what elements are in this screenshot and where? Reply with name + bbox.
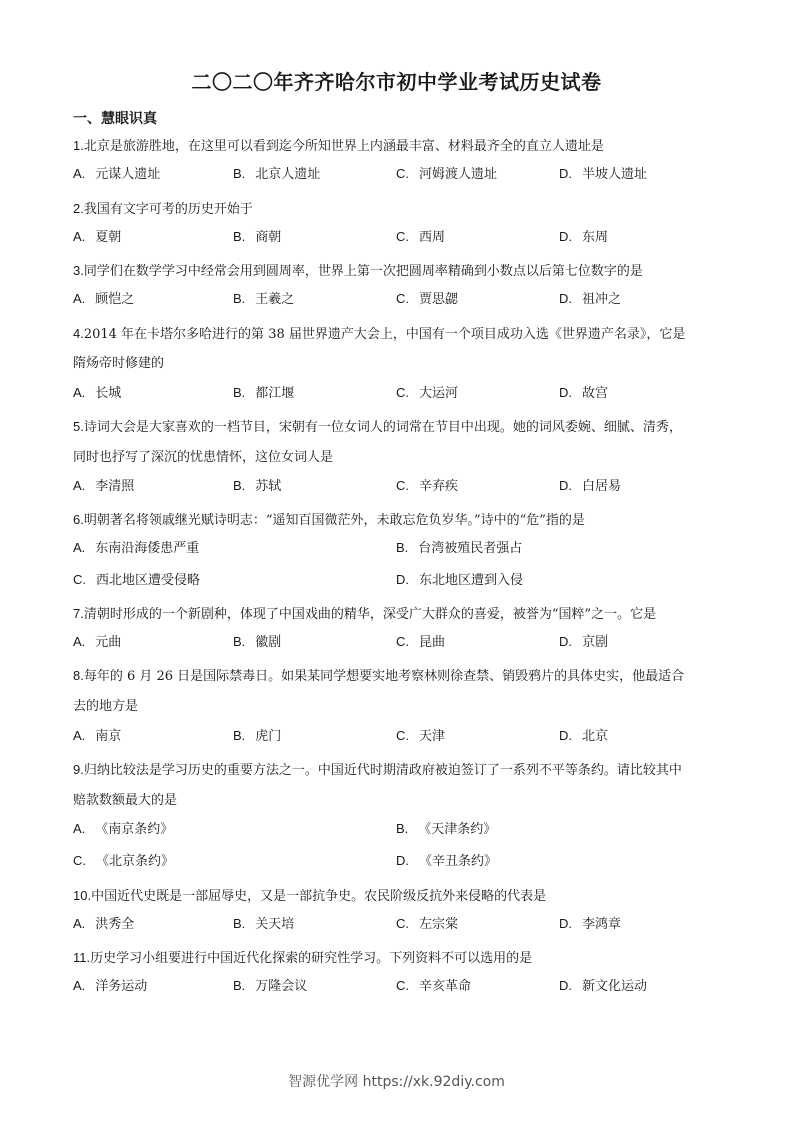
option-letter: D.	[559, 291, 572, 306]
answer-option	[73, 975, 147, 994]
answer-option	[73, 163, 160, 182]
answer-option	[559, 288, 621, 307]
option-text: 元曲	[95, 635, 122, 650]
option-text: 《北京条约》	[96, 854, 175, 869]
option-letter: D.	[396, 853, 409, 868]
question-number: 8.	[73, 668, 84, 683]
option-letter: C.	[396, 916, 409, 931]
option-text: 北京人遗址	[255, 167, 321, 182]
answer-option	[73, 913, 134, 932]
option-letter: C.	[396, 291, 409, 306]
answer-option	[396, 288, 458, 307]
option-text: 李鸿章	[582, 917, 622, 932]
answer-option	[396, 382, 458, 401]
option-letter: A.	[73, 385, 86, 400]
question-line: 去的地方是	[73, 699, 139, 714]
question-line: 北京是旅游胜地，在这里可以看到迄今所知世界上内涵最丰富、材料最齐全的直立人遗址是	[83, 139, 604, 154]
option-letter: B.	[233, 916, 246, 931]
answer-option	[396, 569, 523, 588]
option-letter: B.	[233, 478, 246, 493]
option-letter: B.	[233, 634, 246, 649]
question-line: 隋炀帝时修建的	[73, 356, 165, 371]
option-text: 白居易	[582, 479, 622, 494]
question-line: 中国近代史既是一部屈辱史，又是一部抗争史。农民阶级反抗外来侵略的代表是	[91, 889, 547, 904]
answer-option	[396, 226, 445, 245]
option-row	[73, 913, 723, 937]
answer-option	[233, 288, 294, 307]
option-letter: C.	[396, 478, 409, 493]
option-letter: A.	[73, 821, 86, 836]
option-letter: B.	[233, 291, 246, 306]
footer-watermark: 智源优学网 https://xk.92diy.com	[288, 1074, 505, 1090]
question-line: 每年的 6 月 26 日是国际禁毒日。如果某同学想要实地考察林则徐查禁、销毁鸦片的具体史实，他最适合	[83, 669, 685, 684]
answer-option	[396, 163, 497, 182]
question-line: 赔款数额最大的是	[73, 793, 178, 808]
answer-option	[233, 913, 294, 932]
answer-option	[73, 725, 121, 744]
question-number: 1.	[73, 138, 84, 153]
answer-option	[73, 537, 199, 556]
option-text: 长城	[95, 386, 122, 401]
answer-option	[396, 725, 445, 744]
question-text	[73, 348, 723, 379]
option-text: 昆曲	[419, 635, 446, 650]
option-letter: D.	[559, 634, 572, 649]
question-number: 4.	[73, 326, 84, 341]
option-text: 京剧	[582, 635, 609, 650]
question-text	[73, 318, 723, 350]
question-text	[73, 880, 723, 912]
option-letter: C.	[396, 166, 409, 181]
option-letter: A.	[73, 634, 86, 649]
option-letter: D.	[396, 572, 409, 587]
option-letter: D.	[559, 229, 572, 244]
option-row	[73, 226, 723, 250]
option-text: 半坡人遗址	[582, 167, 648, 182]
question-line: 我国有文字可考的历史开始于	[83, 202, 253, 217]
option-row	[73, 288, 723, 312]
option-letter: D.	[559, 916, 572, 931]
option-text: 商朝	[255, 230, 282, 245]
option-letter: D.	[559, 728, 572, 743]
question-text	[73, 255, 723, 287]
option-text: 都江堰	[255, 386, 295, 401]
option-text: 祖冲之	[582, 292, 622, 307]
question-text	[73, 691, 723, 722]
option-letter: D.	[559, 978, 572, 993]
option-text: 北京	[582, 729, 609, 744]
option-letter: A.	[73, 540, 86, 555]
answer-option	[233, 382, 294, 401]
option-text: 李清照	[95, 479, 135, 494]
option-letter: C.	[396, 978, 409, 993]
option-text: 洋务运动	[95, 979, 148, 994]
answer-option	[233, 475, 281, 494]
answer-option	[559, 226, 608, 245]
answer-option	[73, 818, 173, 837]
option-letter: C.	[396, 385, 409, 400]
answer-option	[73, 288, 134, 307]
option-letter: A.	[73, 728, 86, 743]
answer-option	[396, 631, 445, 650]
option-text: 万隆会议	[255, 979, 308, 994]
option-row	[73, 382, 723, 406]
question-line: 历史学习小组要进行中国近代化探索的研究性学习。下列资料不可以选用的是	[90, 951, 533, 966]
answer-option	[396, 537, 522, 556]
answer-option	[233, 631, 281, 650]
option-letter: A.	[73, 478, 86, 493]
answer-option	[559, 475, 621, 494]
option-letter: A.	[73, 978, 86, 993]
option-row	[73, 631, 723, 655]
question-text	[73, 504, 723, 536]
option-row	[73, 569, 723, 593]
answer-option	[559, 975, 647, 994]
question-number: 10.	[73, 888, 92, 903]
option-text: 《南京条约》	[95, 822, 174, 837]
option-text: 河姆渡人遗址	[419, 167, 498, 182]
question-text	[73, 442, 723, 473]
option-letter: A.	[73, 166, 86, 181]
answer-option	[73, 569, 200, 588]
question-text	[73, 942, 723, 974]
option-text: 夏朝	[95, 230, 122, 245]
option-text: 东南沿海倭患严重	[95, 541, 200, 556]
option-letter: B.	[233, 728, 246, 743]
question-text	[73, 130, 723, 162]
question-line: 诗词大会是大家喜欢的一档节目，宋朝有一位女词人的词常在节目中出现。她的词风委婉、细腻、清秀，	[83, 420, 682, 435]
answer-option	[233, 725, 281, 744]
option-row	[73, 537, 723, 561]
option-text: 关天培	[255, 917, 295, 932]
option-row	[73, 163, 723, 187]
option-row	[73, 475, 723, 499]
question-text	[73, 754, 723, 786]
option-letter: C.	[396, 728, 409, 743]
option-row	[73, 975, 723, 999]
option-text: 辛亥革命	[419, 979, 472, 994]
option-text: 顾恺之	[95, 292, 135, 307]
option-letter: C.	[396, 229, 409, 244]
option-text: 左宗棠	[419, 917, 459, 932]
page-title: 二〇二〇年齐齐哈尔市初中学业考试历史试卷	[191, 70, 602, 94]
answer-option	[559, 913, 621, 932]
section-heading: 一、慧眼识真	[73, 111, 157, 127]
question-text	[73, 411, 723, 443]
option-text: 东北地区遭到入侵	[419, 573, 524, 588]
option-letter: B.	[233, 166, 246, 181]
answer-option	[73, 226, 121, 245]
answer-option	[73, 382, 121, 401]
option-text: 台湾被殖民者强占	[418, 541, 523, 556]
option-text: 辛弃疾	[419, 479, 459, 494]
option-letter: B.	[233, 385, 246, 400]
option-text: 元谋人遗址	[95, 167, 161, 182]
answer-option	[396, 913, 458, 932]
option-letter: A.	[73, 916, 86, 931]
question-line: 归纳比较法是学习历史的重要方法之一。中国近代时期清政府被迫签订了一系列不平等条约。请比较其中	[83, 763, 682, 778]
question-number: 6.	[73, 512, 84, 527]
option-text: 天津	[419, 729, 446, 744]
option-letter: C.	[73, 572, 86, 587]
option-letter: D.	[559, 166, 572, 181]
option-text: 大运河	[419, 386, 459, 401]
question-line: 清朝时形成的一个新剧种，体现了中国戏曲的精华，深受广大群众的喜爱，被誉为“国粹”之一。它是	[83, 607, 657, 622]
option-text: 《天津条约》	[418, 822, 497, 837]
question-text	[73, 660, 723, 692]
option-text: 西北地区遭受侵略	[96, 573, 201, 588]
answer-option	[559, 382, 608, 401]
option-letter: A.	[73, 229, 86, 244]
option-letter: C.	[396, 634, 409, 649]
question-line: 同学们在数学学习中经常会用到圆周率，世界上第一次把圆周率精确到小数点以后第七位数字的是	[83, 264, 643, 279]
question-number: 9.	[73, 762, 84, 777]
question-text	[73, 785, 723, 816]
answer-option	[233, 226, 281, 245]
question-number: 5.	[73, 419, 84, 434]
option-letter: A.	[73, 291, 86, 306]
option-text: 南京	[95, 729, 122, 744]
answer-option	[396, 975, 471, 994]
option-text: 虎门	[255, 729, 282, 744]
answer-option	[73, 850, 174, 869]
option-letter: B.	[396, 540, 409, 555]
answer-option	[559, 631, 608, 650]
question-number: 11.	[73, 950, 91, 965]
answer-option	[559, 725, 608, 744]
option-text: 徽剧	[255, 635, 282, 650]
question-line: 2014 年在卡塔尔多哈进行的第 38 届世界遗产大会上，中国有一个项目成功入选《世界遗产名录》，它是	[83, 327, 686, 342]
answer-option	[396, 850, 497, 869]
question-line: 同时也抒写了深沉的忧患情怀，这位女词人是	[73, 450, 334, 465]
option-letter: D.	[559, 478, 572, 493]
option-letter: B.	[396, 821, 409, 836]
question-line: 明朝著名将领戚继光赋诗明志：“遥知百国微茫外，未敢忘危负岁华。”诗中的“危”指的是	[83, 513, 585, 528]
option-text: 贾思勰	[419, 292, 459, 307]
answer-option	[396, 818, 496, 837]
answer-option	[73, 475, 134, 494]
question-number: 3.	[73, 263, 84, 278]
answer-option	[233, 975, 307, 994]
option-row	[73, 850, 723, 874]
option-text: 西周	[419, 230, 446, 245]
question-number: 2.	[73, 201, 84, 216]
question-text	[73, 598, 723, 630]
option-letter: C.	[73, 853, 86, 868]
answer-option	[233, 163, 320, 182]
option-row	[73, 818, 723, 842]
option-text: 洪秀全	[95, 917, 135, 932]
option-text: 新文化运动	[582, 979, 648, 994]
answer-option	[396, 475, 458, 494]
question-text	[73, 193, 723, 225]
option-text: 苏轼	[255, 479, 282, 494]
option-letter: B.	[233, 229, 246, 244]
option-row	[73, 725, 723, 749]
option-letter: B.	[233, 978, 246, 993]
option-text: 故宫	[582, 386, 609, 401]
answer-option	[73, 631, 121, 650]
question-number: 7.	[73, 606, 84, 621]
option-letter: D.	[559, 385, 572, 400]
option-text: 王羲之	[255, 292, 295, 307]
answer-option	[559, 163, 647, 182]
option-text: 东周	[582, 230, 609, 245]
option-text: 《辛丑条约》	[419, 854, 498, 869]
